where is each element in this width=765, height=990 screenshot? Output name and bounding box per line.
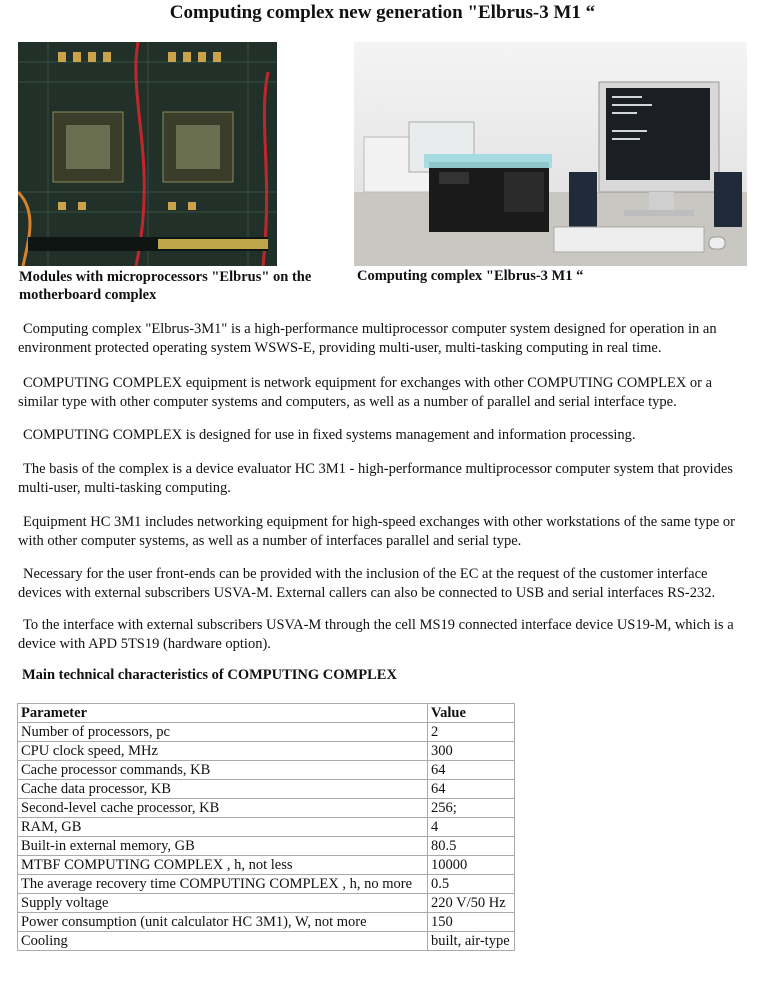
cell-parameter: RAM, GB [18, 818, 428, 837]
paragraph: COMPUTING COMPLEX equipment is network equipment for exchanges with other COMPUTING COMPLEX or a similar type with other computer systems and computers, as well as a number of parallel and serial interface type. [18, 375, 713, 410]
table-row [18, 780, 515, 799]
motherboard-photo [18, 42, 277, 266]
table-row [18, 723, 515, 742]
computing-complex-caption: Computing complex "Elbrus-3 M1 “ [357, 268, 584, 284]
cell-parameter: CPU clock speed, MHz [18, 742, 428, 761]
cell-value: 80.5 [428, 837, 515, 856]
header-parameter: Parameter [18, 704, 428, 723]
table-row [18, 856, 515, 875]
cell-value: 2 [428, 723, 515, 742]
header-value: Value [428, 704, 515, 723]
cell-parameter: Power consumption (unit calculator HC 3M1), W, not more [18, 913, 428, 932]
paragraph: The basis of the complex is a device evaluator HC 3M1 - high-performance multiprocessor computer system that provides multi-user, multi-tasking computing. [18, 461, 733, 496]
cell-parameter: Cooling [18, 932, 428, 951]
motherboard-caption: Modules with microprocessors "Elbrus" on the motherboard complex [19, 269, 312, 303]
cell-parameter: MTBF COMPUTING COMPLEX , h, not less [18, 856, 428, 875]
table-row [18, 932, 515, 951]
cell-value: 220 V/50 Hz [428, 894, 515, 913]
table-row [18, 875, 515, 894]
spec-heading: Main technical characteristics of COMPUTING COMPLEX [22, 667, 397, 683]
paragraph: COMPUTING COMPLEX is designed for use in fixed systems management and information processing. [23, 427, 636, 443]
cell-parameter: Number of processors, pc [18, 723, 428, 742]
cell-parameter: Second-level cache processor, KB [18, 799, 428, 818]
cell-value: 10000 [428, 856, 515, 875]
cell-value: 64 [428, 761, 515, 780]
cell-value: 64 [428, 780, 515, 799]
table-row [18, 761, 515, 780]
page-title: Computing complex new generation "Elbrus-3 M1 “ [169, 2, 596, 23]
cell-value: 4 [428, 818, 515, 837]
computing-complex-photo [354, 42, 747, 266]
spec-table [17, 703, 515, 951]
cell-value: built, air-type [428, 932, 515, 951]
table-row [18, 913, 515, 932]
cell-value: 0.5 [428, 875, 515, 894]
cell-parameter: Cache data processor, KB [18, 780, 428, 799]
table-row [18, 818, 515, 837]
cell-parameter: Supply voltage [18, 894, 428, 913]
paragraph: To the interface with external subscribers USVA-M through the cell MS19 connected interface device US19-M, which is a device with APD 5TS19 (hardware option). [18, 617, 734, 652]
cell-value: 300 [428, 742, 515, 761]
table-row [18, 837, 515, 856]
paragraph: Computing complex "Elbrus-3M1" is a high-performance multiprocessor computer system designed for operation in an environment protected operating system WSWS-E, providing multi-user, multi-tasking computing in real time. [18, 321, 717, 356]
table-row [18, 894, 515, 913]
paragraph: Necessary for the user front-ends can be provided with the inclusion of the EC at the request of the customer interface devices with external subscribers USVA-M. External callers can also be connected to USB and serial interfaces RS-232. [18, 566, 716, 601]
paragraph: Equipment HC 3M1 includes networking equipment for high-speed exchanges with other workstations of the same type or with other computer systems, as well as a number of interfaces parallel and serial type. [18, 514, 735, 549]
cell-parameter: The average recovery time COMPUTING COMPLEX , h, no more [18, 875, 428, 894]
cell-value: 150 [428, 913, 515, 932]
table-header-row [18, 704, 515, 723]
table-row [18, 799, 515, 818]
table-row [18, 742, 515, 761]
cell-parameter: Cache processor commands, KB [18, 761, 428, 780]
cell-parameter: Built-in external memory, GB [18, 837, 428, 856]
cell-value: 256; [428, 799, 515, 818]
